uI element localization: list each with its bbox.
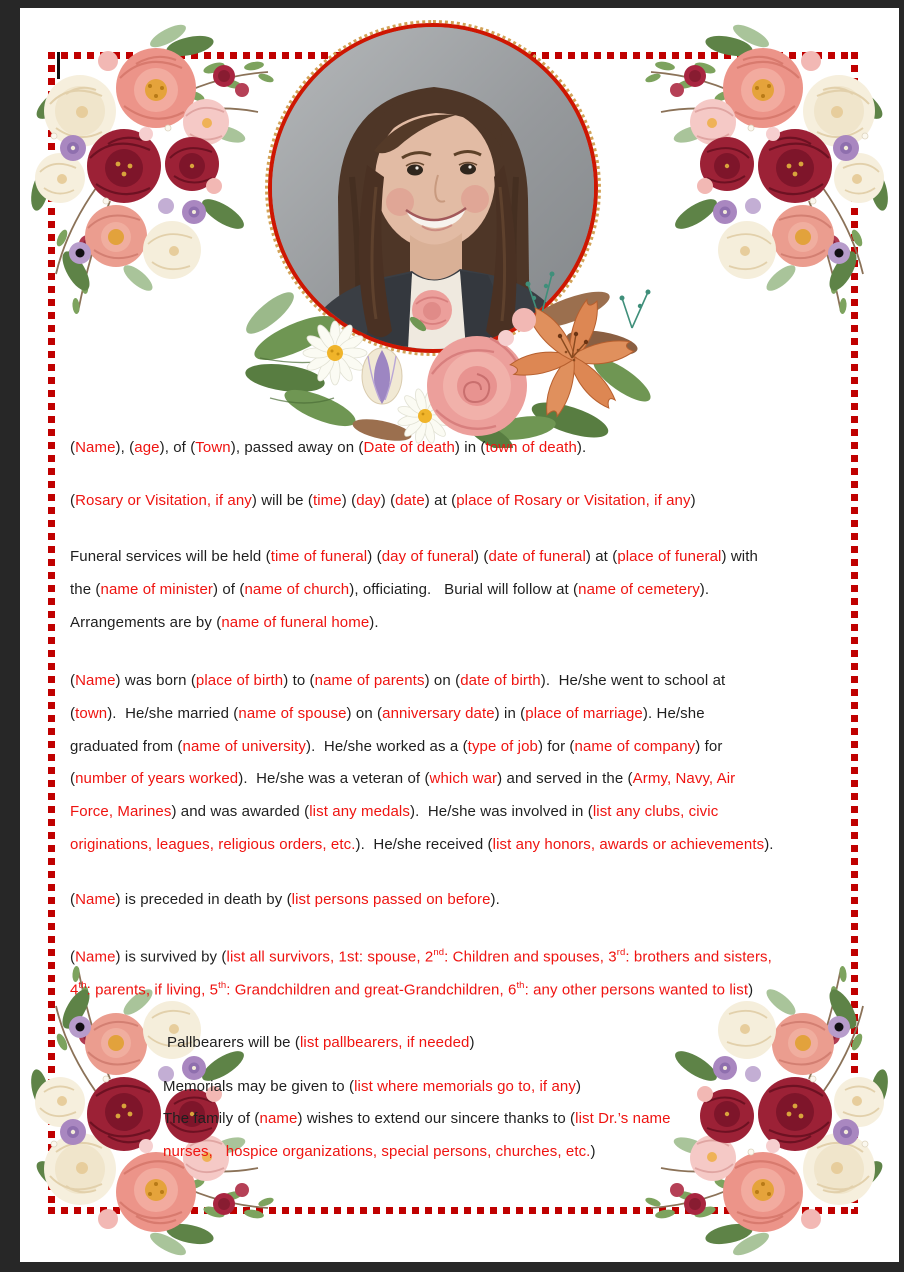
paragraph-memorials[interactable]: Memorials may be given to (list where memorials go to, if any) — [163, 1078, 582, 1095]
paragraph-deceased-summary[interactable]: (Name), (age), of (Town), passed away on (Date of death) in (town of death). — [70, 439, 587, 456]
paragraph-biography[interactable]: (Name) was born (place of birth) to (name of parents) on (date of birth). He/she went to school at (town). He/she married (name of spouse) on (anniversary date) in (place of marriage). He/she graduated from (name of university). He/she worked as a (type of job) for (name of company) for (number of years worked). He/she was a veteran of (which war) and served in the (Army, Navy, Air Force, Marines) and was awarded (list any medals). He/she was involved in (list any clubs, civic originations, leagues, religious orders, etc.). He/she received (list any honors, awards or achievements). — [70, 672, 774, 853]
document-page[interactable] — [20, 8, 899, 1262]
paragraph-pallbearers[interactable]: Pallbearers will be (list pallbearers, if needed) — [167, 1034, 475, 1051]
paragraph-rosary-visitation[interactable]: (Rosary or Visitation, if any) will be (time) (day) (date) at (place of Rosary or Visitation, if any) — [70, 492, 696, 509]
text-cursor — [57, 52, 60, 79]
paragraph-survived-by[interactable]: (Name) is survived by (list all survivors, 1st: spouse, 2nd: Children and spouses, 3rd: brothers and sisters, 4th: parents, if living, 5th: Grandchildren and great-Grandchildren, 6th: any other persons wanted to list) — [70, 947, 772, 999]
obituary-text-layer — [20, 8, 899, 1262]
paragraph-family-thanks[interactable]: The family of (name) wishes to extend our sincere thanks to (list Dr.’s name nurses, hospice organizations, special persons, churches, etc.) — [163, 1110, 671, 1160]
paragraph-funeral-services[interactable]: Funeral services will be held (time of funeral) (day of funeral) (date of funeral) at (place of funeral) with the (name of minister) of (name of church), officiating. Burial will follow at (name of cemetery). Arrangements are by (name of funeral home). — [70, 548, 758, 631]
paragraph-preceded-in-death[interactable]: (Name) is preceded in death by (list persons passed on before). — [70, 891, 500, 908]
